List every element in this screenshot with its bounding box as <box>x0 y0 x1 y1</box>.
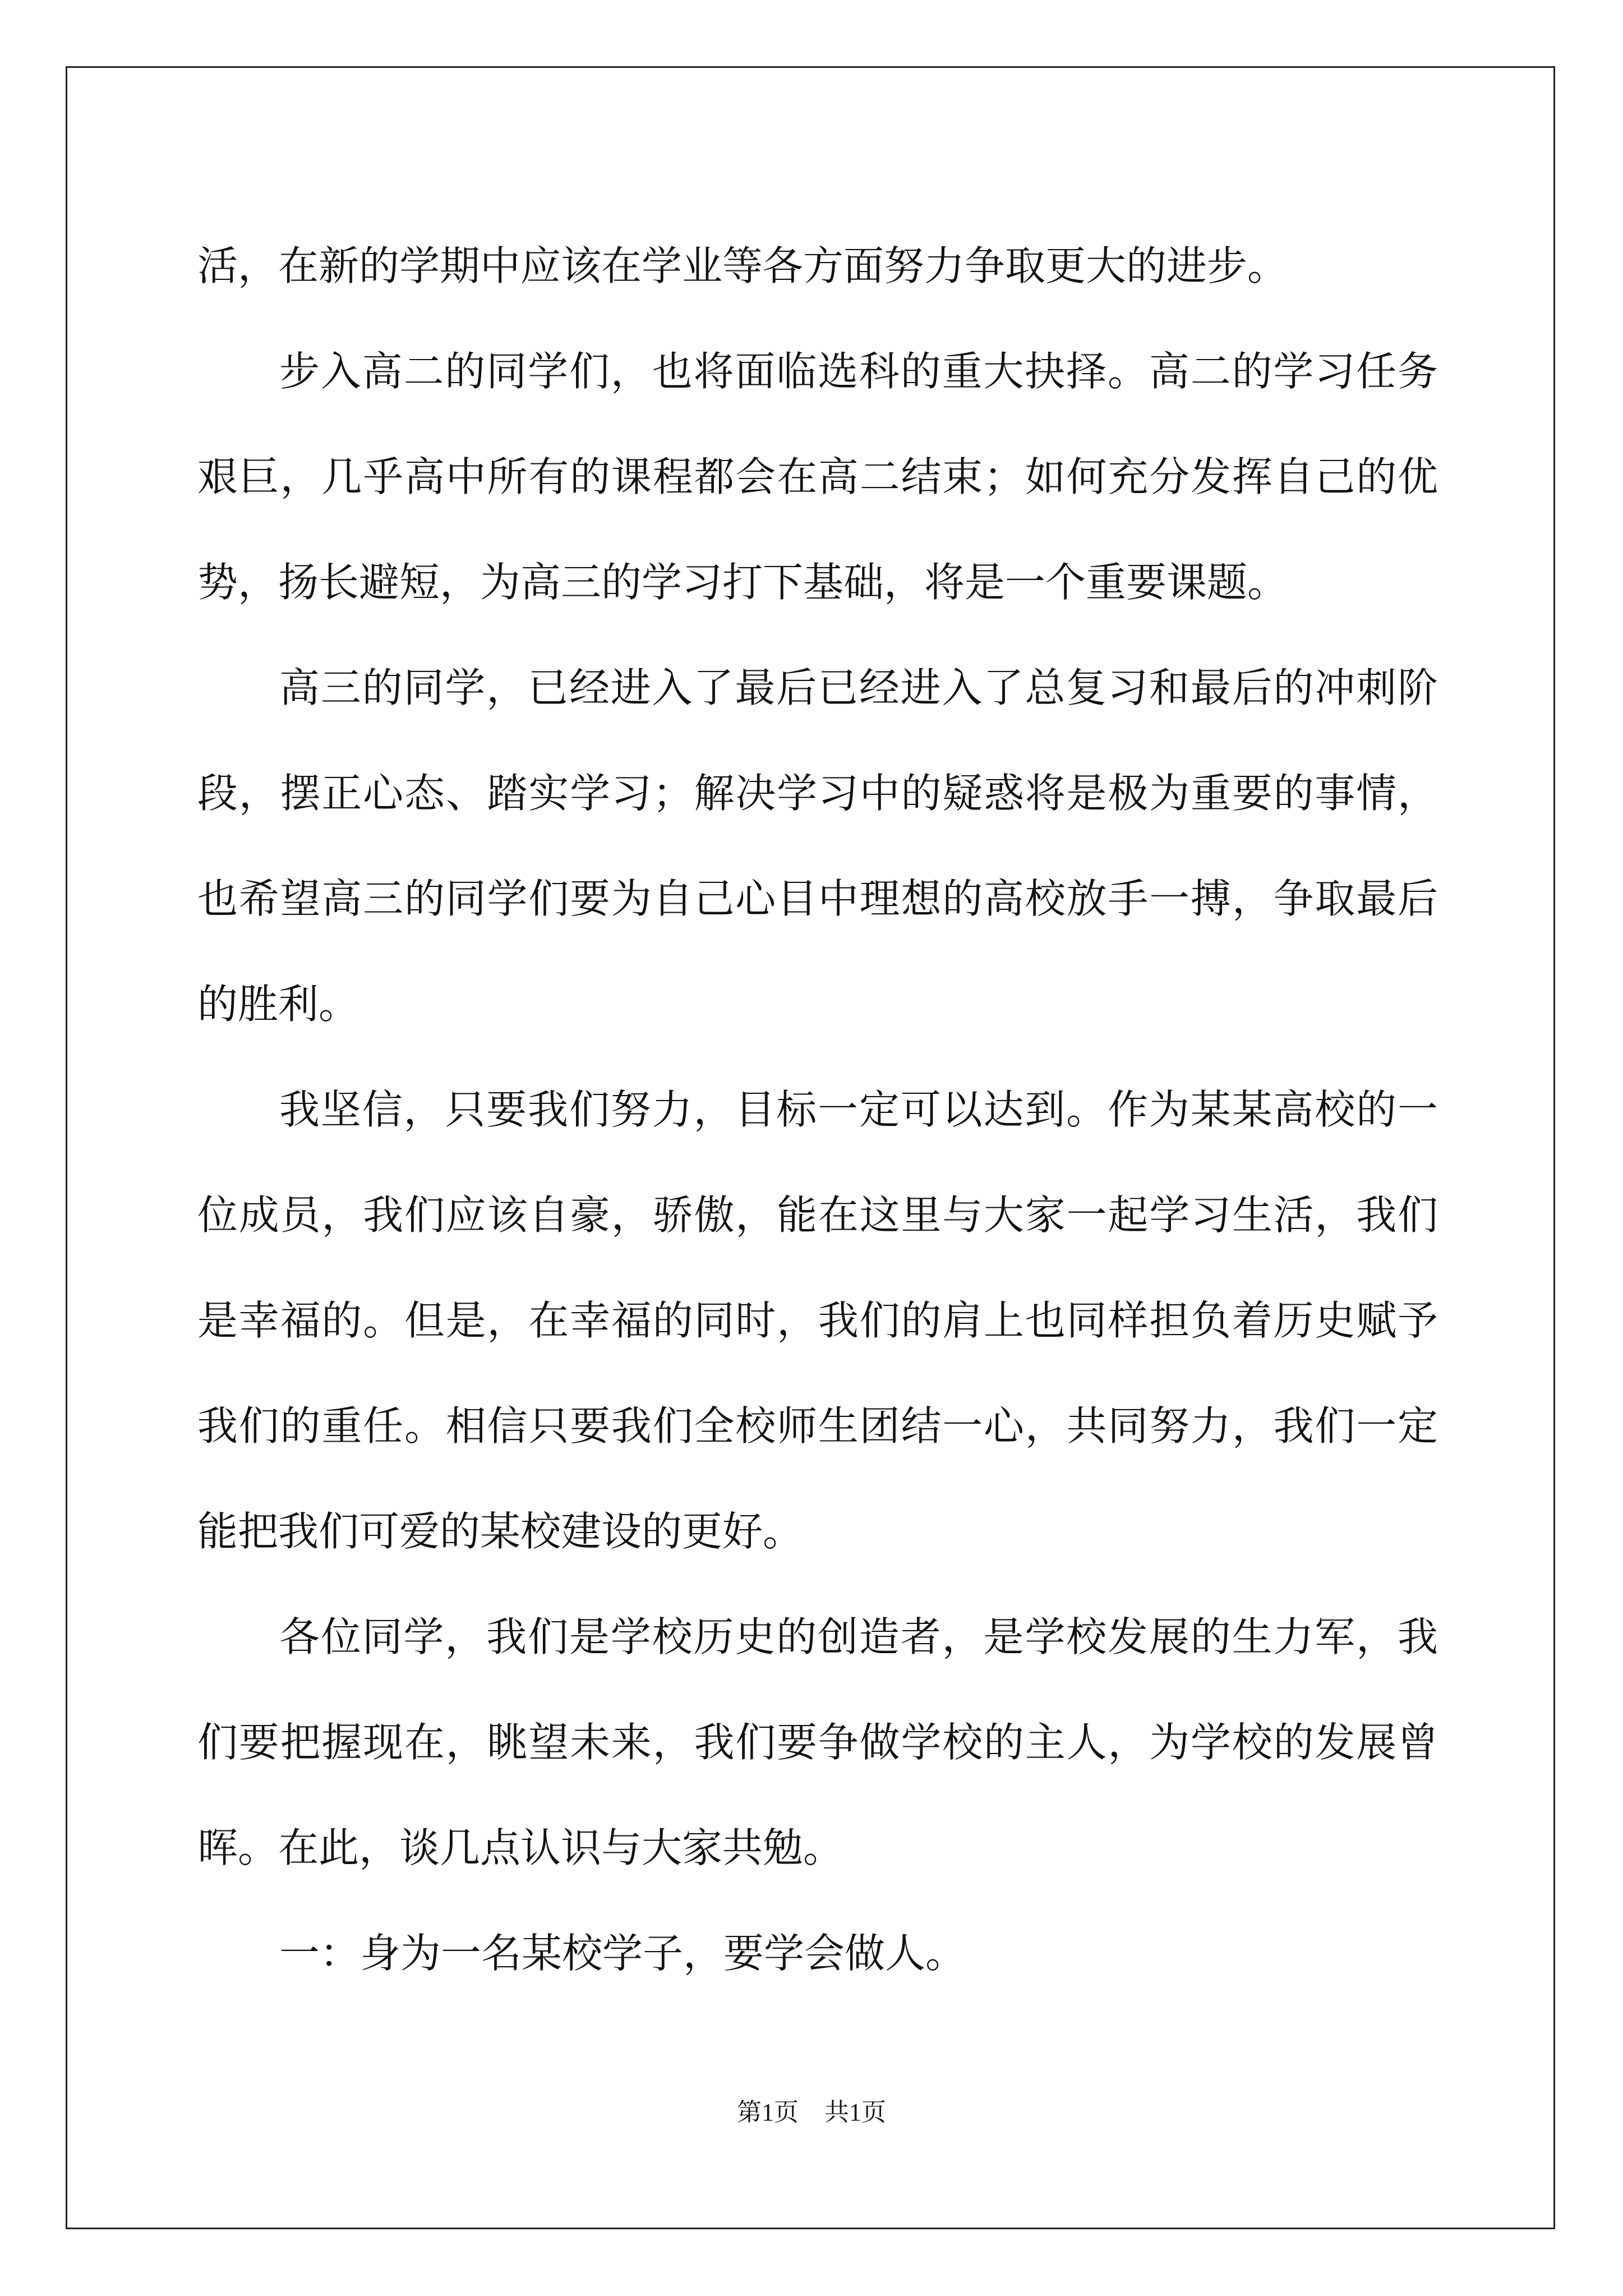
paragraph: 高三的同学，已经进入了最后已经进入了总复习和最后的冲刺阶段，摆正心态、踏实学习；解决学习中的疑惑将是极为重要的事情，也希望高三的同学们要为自己心目中理想的高校放手一搏，争取最后的胜利。 <box>197 664 1438 1028</box>
paragraph: 活，在新的学期中应该在学业等各方面努力争取更大的进步。 <box>197 242 1288 289</box>
page-total: 共1页 <box>824 2099 886 2126</box>
paragraph: 一：身为一名某校学子，要学会做人。 <box>279 1930 966 1977</box>
paragraph: 各位同学，我们是学校历史的创造者，是学校发展的生力军，我们要把握现在，眺望未来，我们要争做学校的主人，为学校的发展曾晖。在此，谈几点认识与大家共勉。 <box>197 1613 1438 1871</box>
page-number: 第1页 <box>737 2099 799 2126</box>
paragraph: 我坚信，只要我们努力，目标一定可以达到。作为某某高校的一位成员，我们应该自豪，骄傲，能在这里与大家一起学习生活，我们是幸福的。但是，在幸福的同时，我们的肩上也同样担负着历史赋予我们的重任。相信只要我们全校师生团结一心，共同努力，我们一定能把我们可爱的某校建设的更好。 <box>197 1086 1438 1555</box>
page-footer <box>0 2097 1623 2128</box>
paragraph: 步入高二的同学们，也将面临选科的重大抉择。高二的学习任务艰巨，几乎高中所有的课程都会在高二结束；如何充分发挥自己的优势，扬长避短，为高三的学习打下基础，将是一个重要课题。 <box>197 348 1438 606</box>
document-body <box>197 213 1438 2006</box>
